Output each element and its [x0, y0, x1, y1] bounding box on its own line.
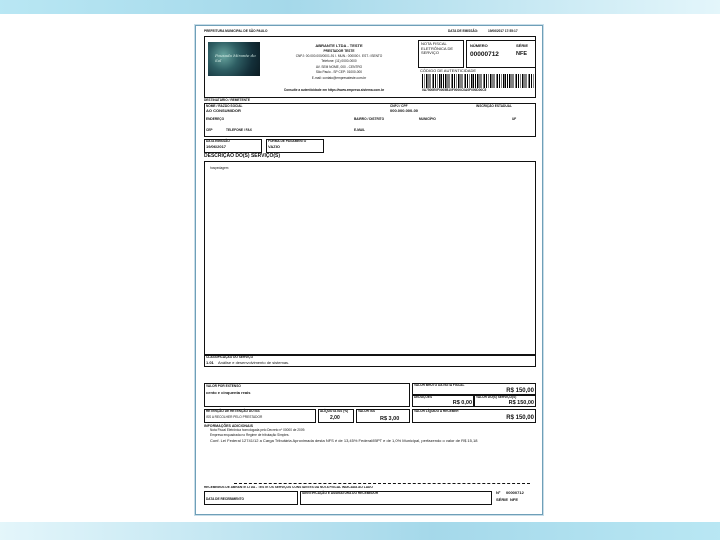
- auth-code-label: CÓDIGO DE AUTENTICIDADE: [420, 68, 477, 73]
- issue-date-label: DATA EMISSÃO: [206, 139, 230, 143]
- company-address: AV. SEM NOME, 000 - CENTRO: [315, 65, 363, 69]
- series-value: NFE: [516, 51, 527, 57]
- cnpj-value: 000.000.000-00: [390, 108, 419, 113]
- email-label: E-MAIL: [354, 128, 365, 132]
- invoice-document: [195, 25, 543, 515]
- service-item: hospedagem: [210, 166, 229, 170]
- iss-label: VALOR ISS: [358, 409, 375, 413]
- barcode: [422, 74, 536, 88]
- name-label: NOME / RAZÃO SOCIAL: [206, 104, 243, 108]
- company-phone: Telefone: (11) 0000-0000: [321, 59, 357, 63]
- company-email: E-mail: contato@empresateste.com.br: [311, 76, 367, 80]
- classification-label: CLASSIFICAÇÃO DO SERVIÇO: [206, 355, 254, 359]
- city-label: MUNICÍPIO: [419, 117, 436, 121]
- logo-text: Pousada Mirante do Sol: [215, 53, 256, 63]
- receipt-series-value: NFE: [510, 497, 518, 502]
- consult-line: Consulte a autenticidade em https://www.empresa.sistema.com.br: [283, 88, 385, 92]
- net-value: R$ 150,00: [506, 415, 534, 421]
- gross-value: R$ 150,00: [506, 388, 534, 394]
- state-reg-label: INSCRIÇÃO ESTADUAL: [476, 104, 512, 108]
- cut-line: [234, 483, 530, 484]
- retention-label: RETENÇÃO DE RETENÇÃO DO ISS: [206, 409, 260, 413]
- emission-date: 19/06/2017 17:55:17: [488, 29, 518, 33]
- additional-line1: Nota Fiscal Eletrônica homologada pelo Decreto nº 00000 de 2009.: [210, 428, 306, 432]
- name-value: AO CONSUMIDOR: [206, 108, 241, 113]
- gross-label: VALOR BRUTO DA NOTA FISCAL: [414, 383, 465, 387]
- rate-label: ALÍQUOTA ISS (%): [320, 409, 349, 413]
- classification-code: 1.01: [206, 360, 214, 365]
- company-subtitle: PRESTADOR TESTE: [323, 49, 355, 53]
- slide-accent-bottom: [0, 522, 720, 540]
- recipient-section-title: DESTINATÁRIO / REMETENTE: [204, 98, 250, 102]
- series-label: SÉRIE: [516, 43, 529, 48]
- issue-date-value: 19/06/2017: [206, 144, 227, 149]
- receipt-series-label: SÉRIE: [496, 497, 509, 502]
- invoice-title: NOTA FISCAL ELETRÔNICA DE SERVIÇO: [421, 41, 454, 56]
- payment-label: FORMA DE PAGAMENTO: [268, 139, 307, 143]
- company-name: ABRANTE LTDA - TESTE: [315, 43, 363, 48]
- deductions-label: DEDUÇÕES: [414, 395, 433, 399]
- payment-value: VAZIO: [268, 144, 280, 149]
- services-value: R$ 150,00: [508, 400, 534, 406]
- company-logo: [208, 42, 260, 76]
- services-section-title: DESCRIÇÃO DO(S) SERVIÇO(S): [204, 153, 281, 159]
- retention-value: ISS A RECOLHER PELO PRESTADOR: [206, 415, 263, 419]
- services-box: [204, 161, 536, 355]
- additional-line2: Empresa enquadrada no Regime de tributação Simples.: [210, 433, 290, 437]
- slide-accent-top: [0, 0, 720, 14]
- cep-label: CEP: [206, 128, 213, 132]
- municipality-line: PREFEITURA MUNICIPAL DE SÃO PAULO: [204, 29, 268, 33]
- net-label: VALOR LÍQUIDO A RECEBER: [414, 409, 459, 413]
- cnpj-label: CNPJ / CPF: [390, 104, 408, 108]
- services-value-label: VALOR DO(S) SERVIÇO(S): [476, 395, 517, 399]
- value-in-words: cento e cinquenta reais: [206, 390, 251, 395]
- iss-value: R$ 3,00: [380, 416, 400, 422]
- phone-label: TELEFONE / FAX: [226, 128, 252, 132]
- number-label: NÚMERO: [470, 43, 488, 48]
- additional-line3: Conf. Lei Federal 12741/12 a Carga Tributária Aproximada desta NFS é de 13,45% Federal/IBPT e de 1,0% Municipal, perfazendo o valor de R$ 15,18: [210, 438, 478, 443]
- value-in-words-label: VALOR POR EXTENSO: [206, 384, 241, 388]
- deductions-value: R$ 0,00: [452, 400, 472, 406]
- additional-title: INFORMAÇÕES ADICIONAIS: [204, 424, 253, 428]
- rate-value: 2,00: [330, 415, 340, 421]
- number-value: 00000712: [470, 51, 499, 58]
- company-doc: CNPJ: 00.000.000/0001-91 I. MUN.: 000000 I. EST.: ISENTO: [295, 54, 383, 58]
- company-city: São Paulo - SP CEP: 01000-000: [315, 70, 363, 74]
- emission-label: DATA DE EMISSÃO:: [448, 29, 479, 33]
- address-label: ENDEREÇO: [206, 117, 225, 121]
- classification-text: Análise e desenvolvimento de sistemas.: [218, 360, 290, 365]
- auth-code: 0A7500E0F0005B10F0000C0A0F000D00C5: [422, 88, 487, 92]
- receipt-number-label: Nº: [496, 490, 501, 495]
- receipt-declaration: RECEBEMOS DE ABRANTE LTDA - TESTE OS SERVIÇOS CONSTANTES DA NOTA FISCAL INDICADA AO LADO: [204, 486, 373, 489]
- receipt-number-value: 00000712: [506, 490, 524, 495]
- uf-label: UF: [512, 117, 517, 121]
- receipt-date-label: DATA DE RECEBIMENTO: [206, 497, 244, 501]
- receipt-signature-label: IDENTIFICAÇÃO E ASSINATURA DO RECEBEDOR: [302, 491, 379, 495]
- district-label: BAIRRO / DISTRITO: [354, 117, 385, 121]
